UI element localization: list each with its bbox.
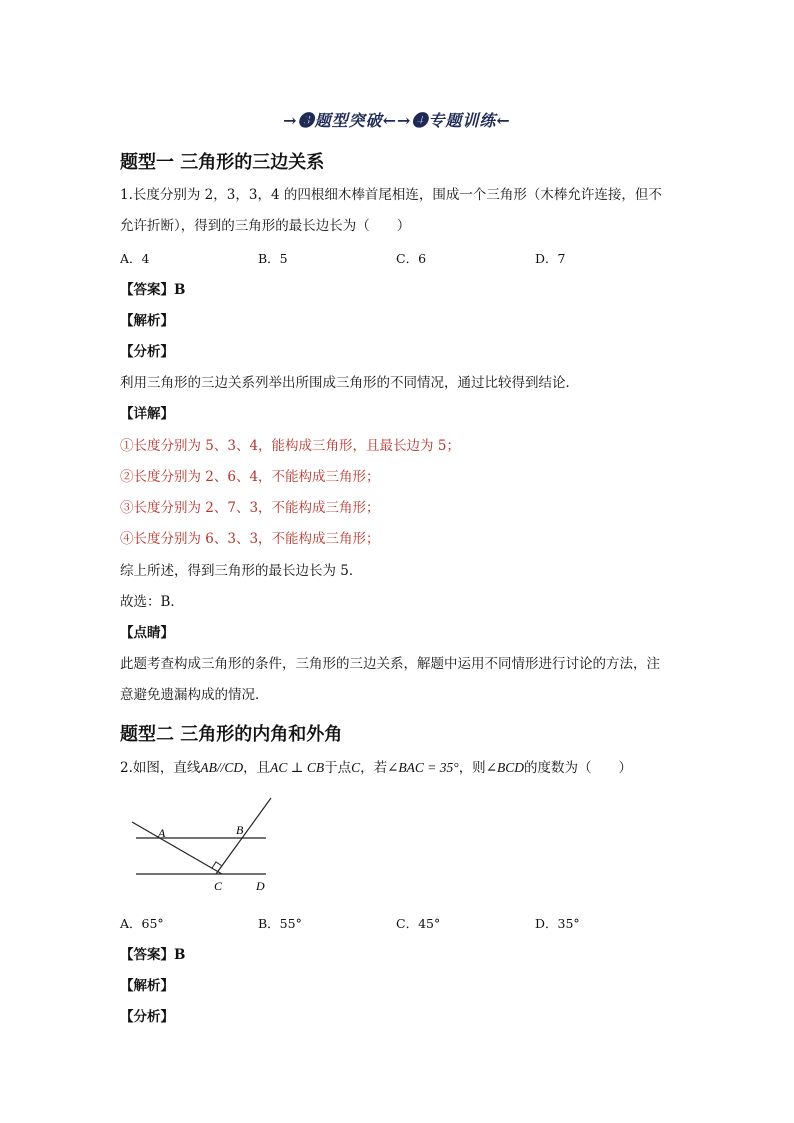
- q1-dianjing-line2: 意避免遗漏构成的情况．: [120, 687, 269, 703]
- q2-option-c: C．45°: [396, 916, 441, 931]
- q1-dianjing-label: 【点睛】: [120, 625, 174, 641]
- q2-text-mid3: ，若: [360, 760, 388, 776]
- section2-title: 题型二 三角形的内角和外角: [120, 724, 343, 745]
- q2-text-mid1: ，且: [243, 760, 271, 776]
- segment-ac: [132, 822, 222, 874]
- q1-option-c: C．6: [396, 251, 427, 266]
- q1-fenxi-label: 【分析】: [120, 344, 174, 360]
- label-a: A: [158, 826, 166, 840]
- q2-math-perp: AC ⊥ CB: [270, 760, 325, 775]
- q2-option-b: B．55°: [258, 916, 302, 931]
- q2-text-suffix: 的度数为（ ）: [524, 760, 632, 776]
- section-banner: →❸题型突破←→❹专题训练←: [283, 111, 511, 130]
- line-cb: [216, 798, 271, 874]
- label-b: B: [236, 823, 244, 837]
- q1-case-3: ③长度分别为 2、7、3，不能构成三角形；: [120, 500, 380, 516]
- q1-option-a: A．4: [120, 251, 150, 266]
- q2-math-point-c: C: [351, 760, 361, 775]
- q2-stem: [120, 758, 632, 778]
- q2-geometry-figure: [126, 793, 286, 898]
- q2-jiexi-label: 【解析】: [120, 978, 174, 994]
- q1-stem-line2: 允许折断），得到的三角形的最长边长为（ ）: [120, 218, 411, 234]
- q1-dianjing-line1: 此题考查构成三角形的条件，三角形的三边关系，解题中运用不同情形进行讨论的方法，注: [120, 656, 660, 672]
- q1-answer: 【答案】B: [120, 282, 186, 298]
- q2-text-mid2: 于点: [324, 760, 352, 776]
- q2-math-angle-bcd: ∠BCD: [485, 760, 524, 775]
- q1-case-4: ④长度分别为 6、3、3，不能构成三角形；: [120, 531, 380, 547]
- q1-option-b: B．5: [258, 251, 288, 266]
- q1-choice: 故选：B．: [120, 594, 184, 610]
- q1-summary: 综上所述，得到三角形的最长边长为 5．: [120, 563, 363, 579]
- q2-option-a: A．65°: [120, 916, 164, 931]
- q2-answer: 【答案】B: [120, 947, 186, 963]
- q1-jiexi-label: 【解析】: [120, 313, 174, 329]
- q2-fenxi-label: 【分析】: [120, 1009, 174, 1025]
- q1-fenxi-text: 利用三角形的三边关系列举出所围成三角形的不同情况，通过比较得到结论．: [120, 375, 579, 391]
- q1-stem-line1: 1.长度分别为 2，3，3，4 的四根细木棒首尾相连，围成一个三角形（木棒允许连接，但不: [120, 187, 662, 203]
- q2-text-prefix: 2.如图，直线: [120, 760, 201, 776]
- q2-text-mid4: ，则: [458, 760, 486, 776]
- q1-case-1: ①长度分别为 5、3、4，能构成三角形，且最长边为 5；: [120, 438, 460, 454]
- q2-math-angle: ∠BAC = 35°: [387, 760, 459, 775]
- section1-title: 题型一 三角形的三边关系: [120, 152, 325, 173]
- label-d: D: [256, 879, 265, 893]
- q2-option-d: D．35°: [535, 916, 580, 931]
- q1-case-2: ②长度分别为 2、6、4，不能构成三角形；: [120, 469, 380, 485]
- q1-xiangjie-label: 【详解】: [120, 406, 174, 422]
- label-c: C: [214, 879, 223, 893]
- q2-math-parallel: AB//CD: [200, 760, 244, 775]
- q1-option-d: D．7: [535, 251, 566, 266]
